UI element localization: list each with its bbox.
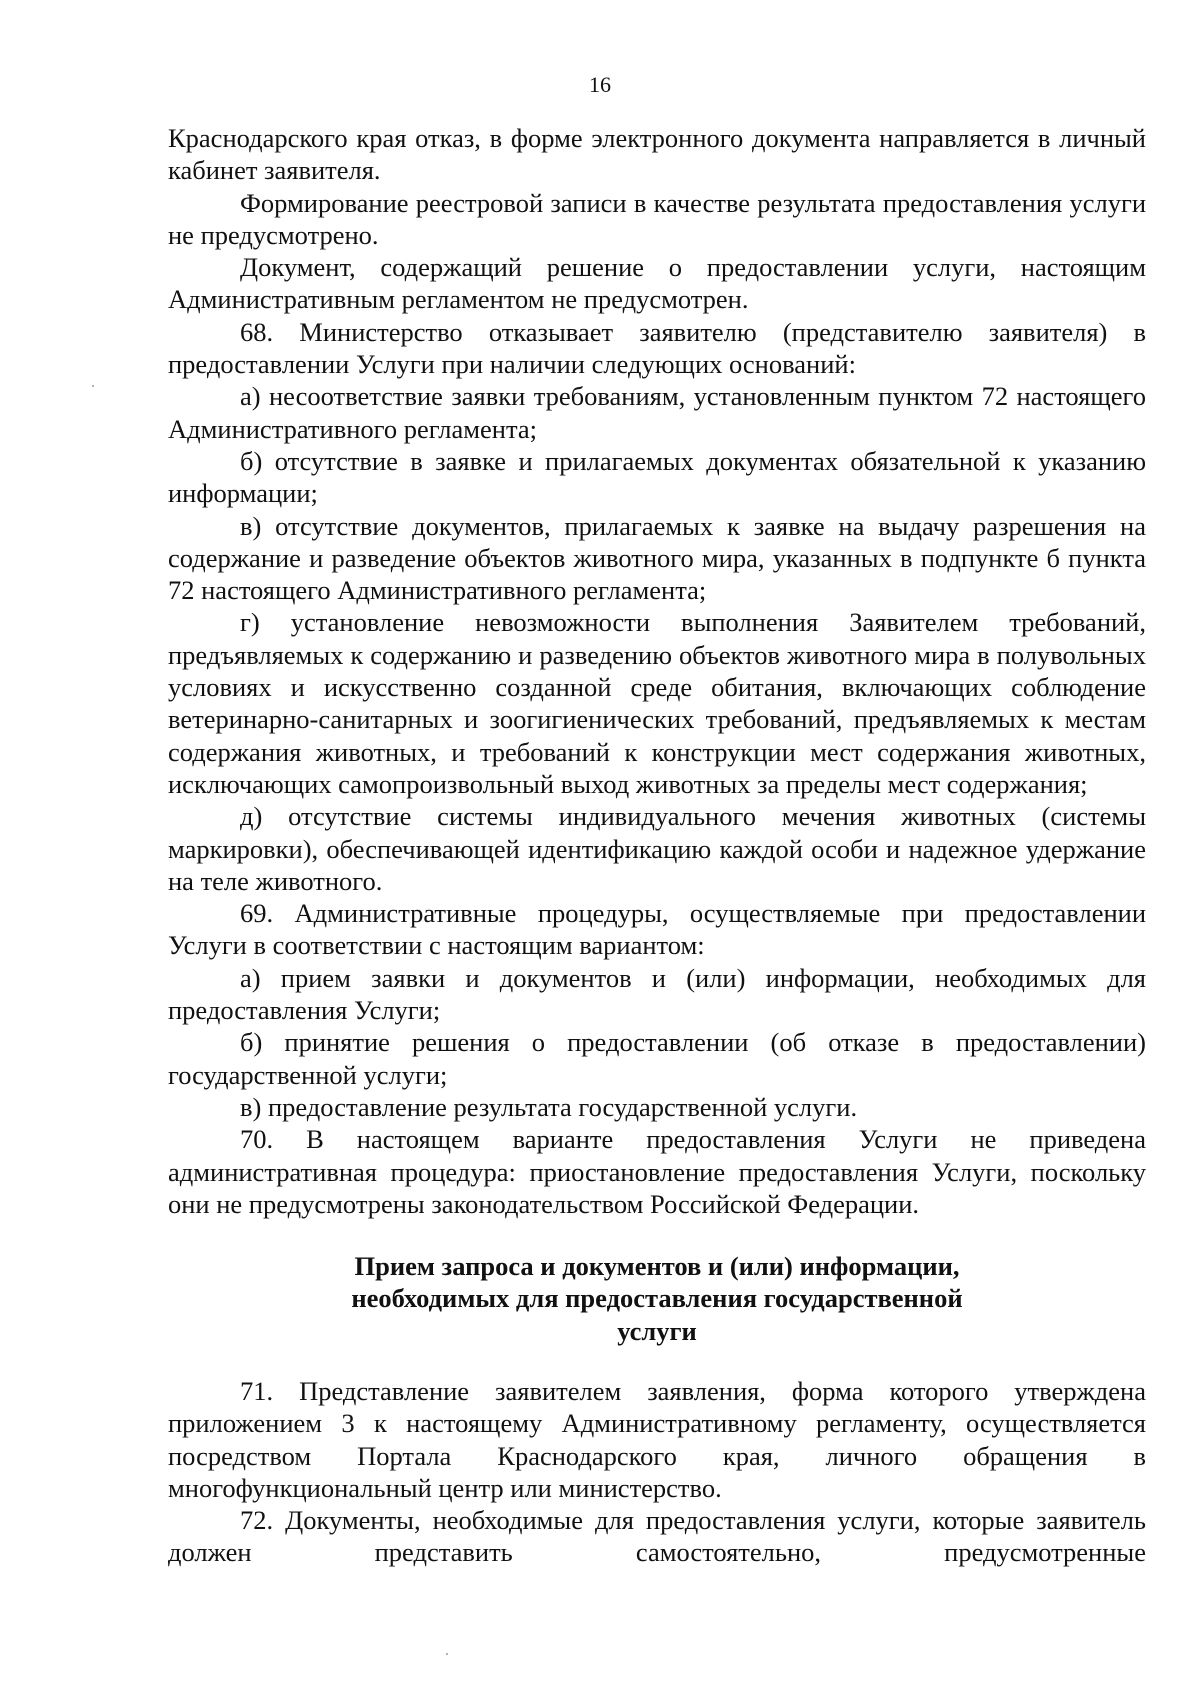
- paragraph: 68. Министерство отказывает заявителю (представителю заявителя) в предоставлении Услуги при наличии следующих оснований:: [168, 316, 1146, 380]
- paragraph: б) принятие решения о предоставлении (об отказе в предоставлении) государственной услуги;: [168, 1027, 1146, 1090]
- paragraph: а) несоответствие заявки требованиям, установленным пунктом 72 настоящего Административного регламента;: [168, 381, 1146, 444]
- page-number: 16: [589, 72, 611, 97]
- paragraph: 70. В настоящем варианте предоставления Услуги не приведена административная процедура: приостановление предоставления Услуги, поскольку они не предусмотрены законодательством Российской Федерации.: [168, 1124, 1146, 1219]
- paragraph: д) отсутствие системы индивидуального мечения животных (системы маркировки), обеспечивающей идентификацию каждой особи и надежное удержание на теле животного.: [168, 801, 1146, 896]
- document-body: [168, 122, 1146, 1569]
- paragraph: 69. Административные процедуры, осуществляемые при предоставлении Услуги в соответствии с настоящим вариантом:: [168, 898, 1146, 961]
- paragraphs-before: [168, 122, 1146, 1220]
- paragraph: Документ, содержащий решение о предоставлении услуги, настоящим Административным регламентом не предусмотрен.: [168, 252, 1146, 315]
- section-heading: [168, 1250, 1146, 1347]
- heading-line: услуги: [617, 1315, 697, 1346]
- paragraph: а) прием заявки и документов и (или) информации, необходимых для предоставления Услуги;: [168, 962, 1146, 1026]
- scan-speck: [446, 1653, 448, 1655]
- scan-speck: [92, 385, 94, 387]
- paragraph: 72. Документы, необходимые для предоставления услуги, которые заявитель должен представить самостоятельно, предусмотренные: [168, 1505, 1146, 1568]
- paragraph: г) установление невозможности выполнения Заявителем требований, предъявляемых к содержанию и разведению объектов животного мира в полувольных условиях и искусственно созданной среде обитания, включающих соблюдение ветеринарно-санитарных и зоогигиенических требований, предъявляемых к местам содержания животных, и требований к конструкции мест содержания животных, исключающих самопроизвольный выход животных за пределы мест содержания;: [168, 607, 1146, 799]
- paragraph: Формирование реестровой записи в качестве результата предоставления услуги не предусмотрено.: [168, 187, 1146, 250]
- paragraph: в) предоставление результата государственной услуги.: [240, 1091, 858, 1122]
- paragraph: в) отсутствие документов, прилагаемых к заявке на выдачу разрешения на содержание и разведение объектов животного мира, указанных в подпункте б пункта 72 настоящего Административного регламента;: [168, 510, 1146, 606]
- paragraph: Краснодарского края отказ, в форме электронного документа направляется в личный кабинет заявителя.: [168, 123, 1146, 186]
- heading-line: необходимых для предоставления государственной: [351, 1283, 963, 1314]
- heading-line: Прием запроса и документов и (или) информации,: [354, 1251, 960, 1282]
- paragraph: б) отсутствие в заявке и прилагаемых документах обязательной к указанию информации;: [168, 445, 1146, 509]
- paragraph: 71. Представление заявителем заявления, форма которого утверждена приложением 3 к настоящему Административному регламенту, осуществляется посредством Портала Краснодарского края, личного обращения в многофункциональный центр или министерство.: [168, 1375, 1146, 1503]
- paragraphs-after: [168, 1375, 1146, 1569]
